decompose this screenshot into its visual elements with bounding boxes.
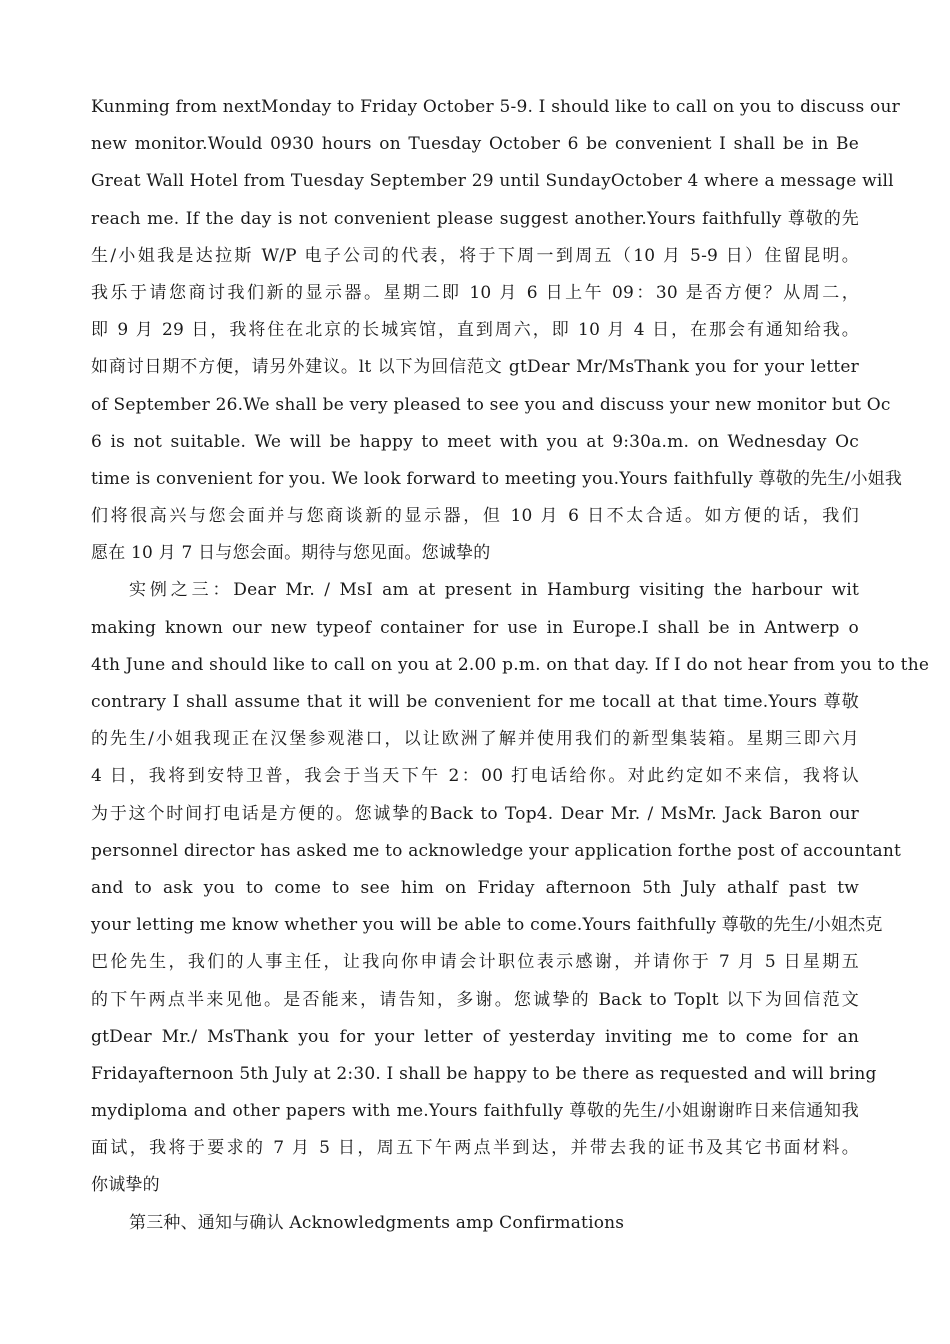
text-line: of September 26.We shall be very pleased to see you and discuss your new monitor but Oc [91,394,891,415]
text-line: Fridayafternoon 5th July at 2:30. I shall be happy to be there as requested and will bring [91,1063,877,1084]
text-line: 如商讨日期不方便，请另外建议。lt 以下为回信范文 gtDear Mr/MsThank you for your letter [91,357,859,378]
text-line: 巴伦先生，我们的人事主任，让我向你申请会计职位表示感谢，并请你于 7 月 5 日星期五 [91,952,859,973]
document-body [91,89,930,1242]
text-line: 们将很高兴与您会面并与您商谈新的显示器，但 10 月 6 日不太合适。如方便的话，我们 [91,506,859,527]
text-line: 即 9 月 29 日，我将住在北京的长城宾馆，直到周六，即 10 月 4 日，在那会有通知给我。 [91,320,859,341]
text-line: and to ask you to come to see him on Friday afternoon 5th July athalf past tw [91,877,859,898]
text-line: Great Wall Hotel from Tuesday September 29 until SundayOctober 4 where a message will [91,171,894,192]
text-line: contrary I shall assume that it will be convenient for me tocall at that time.Yours 尊敬 [91,692,859,712]
text-line: Kunming from nextMonday to Friday October 5-9. I should like to call on you to discuss our [91,97,900,117]
text-line: 为于这个时间打电话是方便的。您诚挚的Back to Top4. Dear Mr. / MsMr. Jack Baron our [91,803,859,824]
text-line: 4 日，我将到安特卫普，我会于当天下午 2：00 打电话给你。对此约定如不来信，我将认 [91,766,859,787]
text-line: 的先生/小姐我现正在汉堡参观港口，以让欧洲了解并使用我们的新型集装箱。星期三即六月 [91,729,859,750]
text-line: mydiploma and other papers with me.Yours faithfully 尊敬的先生/小姐谢谢昨日来信通知我 [91,1101,859,1122]
text-line: 愿在 10 月 7 日与您会面。期待与您见面。您诚挚的 [91,543,491,564]
text-line: making known our new typeof container for use in Europe.I shall be in Antwerp o [91,617,859,638]
section-heading: 第三种、通知与确认 Acknowledgments amp Confirmations [129,1212,625,1233]
text-line: 的下午两点半来见他。是否能来，请告知，多谢。您诚挚的 Back to Toplt 以下为回信范文 [91,989,859,1010]
text-line: time is convenient for you. We look forward to meeting you.Yours faithfully 尊敬的先生/小姐我 [91,468,903,489]
text-line: 6 is not suitable. We will be happy to meet with you at 9:30a.m. on Wednesday Oc [91,431,859,452]
text-line: new monitor.Would 0930 hours on Tuesday October 6 be convenient I shall be in Be [91,134,859,155]
paragraph-start-line: 实例之三：Dear Mr. / MsI am at present in Hamburg visiting the harbour wit [129,580,859,601]
text-line: 你诚挚的 [91,1175,160,1196]
text-line: 我乐于请您商讨我们新的显示器。星期二即 10 月 6 日上午 09：30 是否方便？从周二， [91,282,859,303]
text-line: 生/小姐我是达拉斯 W/P 电子公司的代表，将于下周一到周五（10 月 5-9 日）住留昆明。 [91,245,859,266]
text-line: gtDear Mr./ MsThank you for your letter of yesterday inviting me to come for an [91,1026,859,1047]
text-line: 4th June and should like to call on you at 2.00 p.m. on that day. If I do not hear from you to the [91,654,930,675]
text-line: personnel director has asked me to acknowledge your application forthe post of accountant [91,840,902,861]
text-line: your letting me know whether you will be able to come.Yours faithfully 尊敬的先生/小姐杰克 [91,915,883,936]
text-line: 面试，我将于要求的 7 月 5 日，周五下午两点半到达，并带去我的证书及其它书面材料。 [91,1138,859,1159]
text-line: reach me. If the day is not convenient please suggest another.Yours faithfully 尊敬的先 [91,208,859,229]
